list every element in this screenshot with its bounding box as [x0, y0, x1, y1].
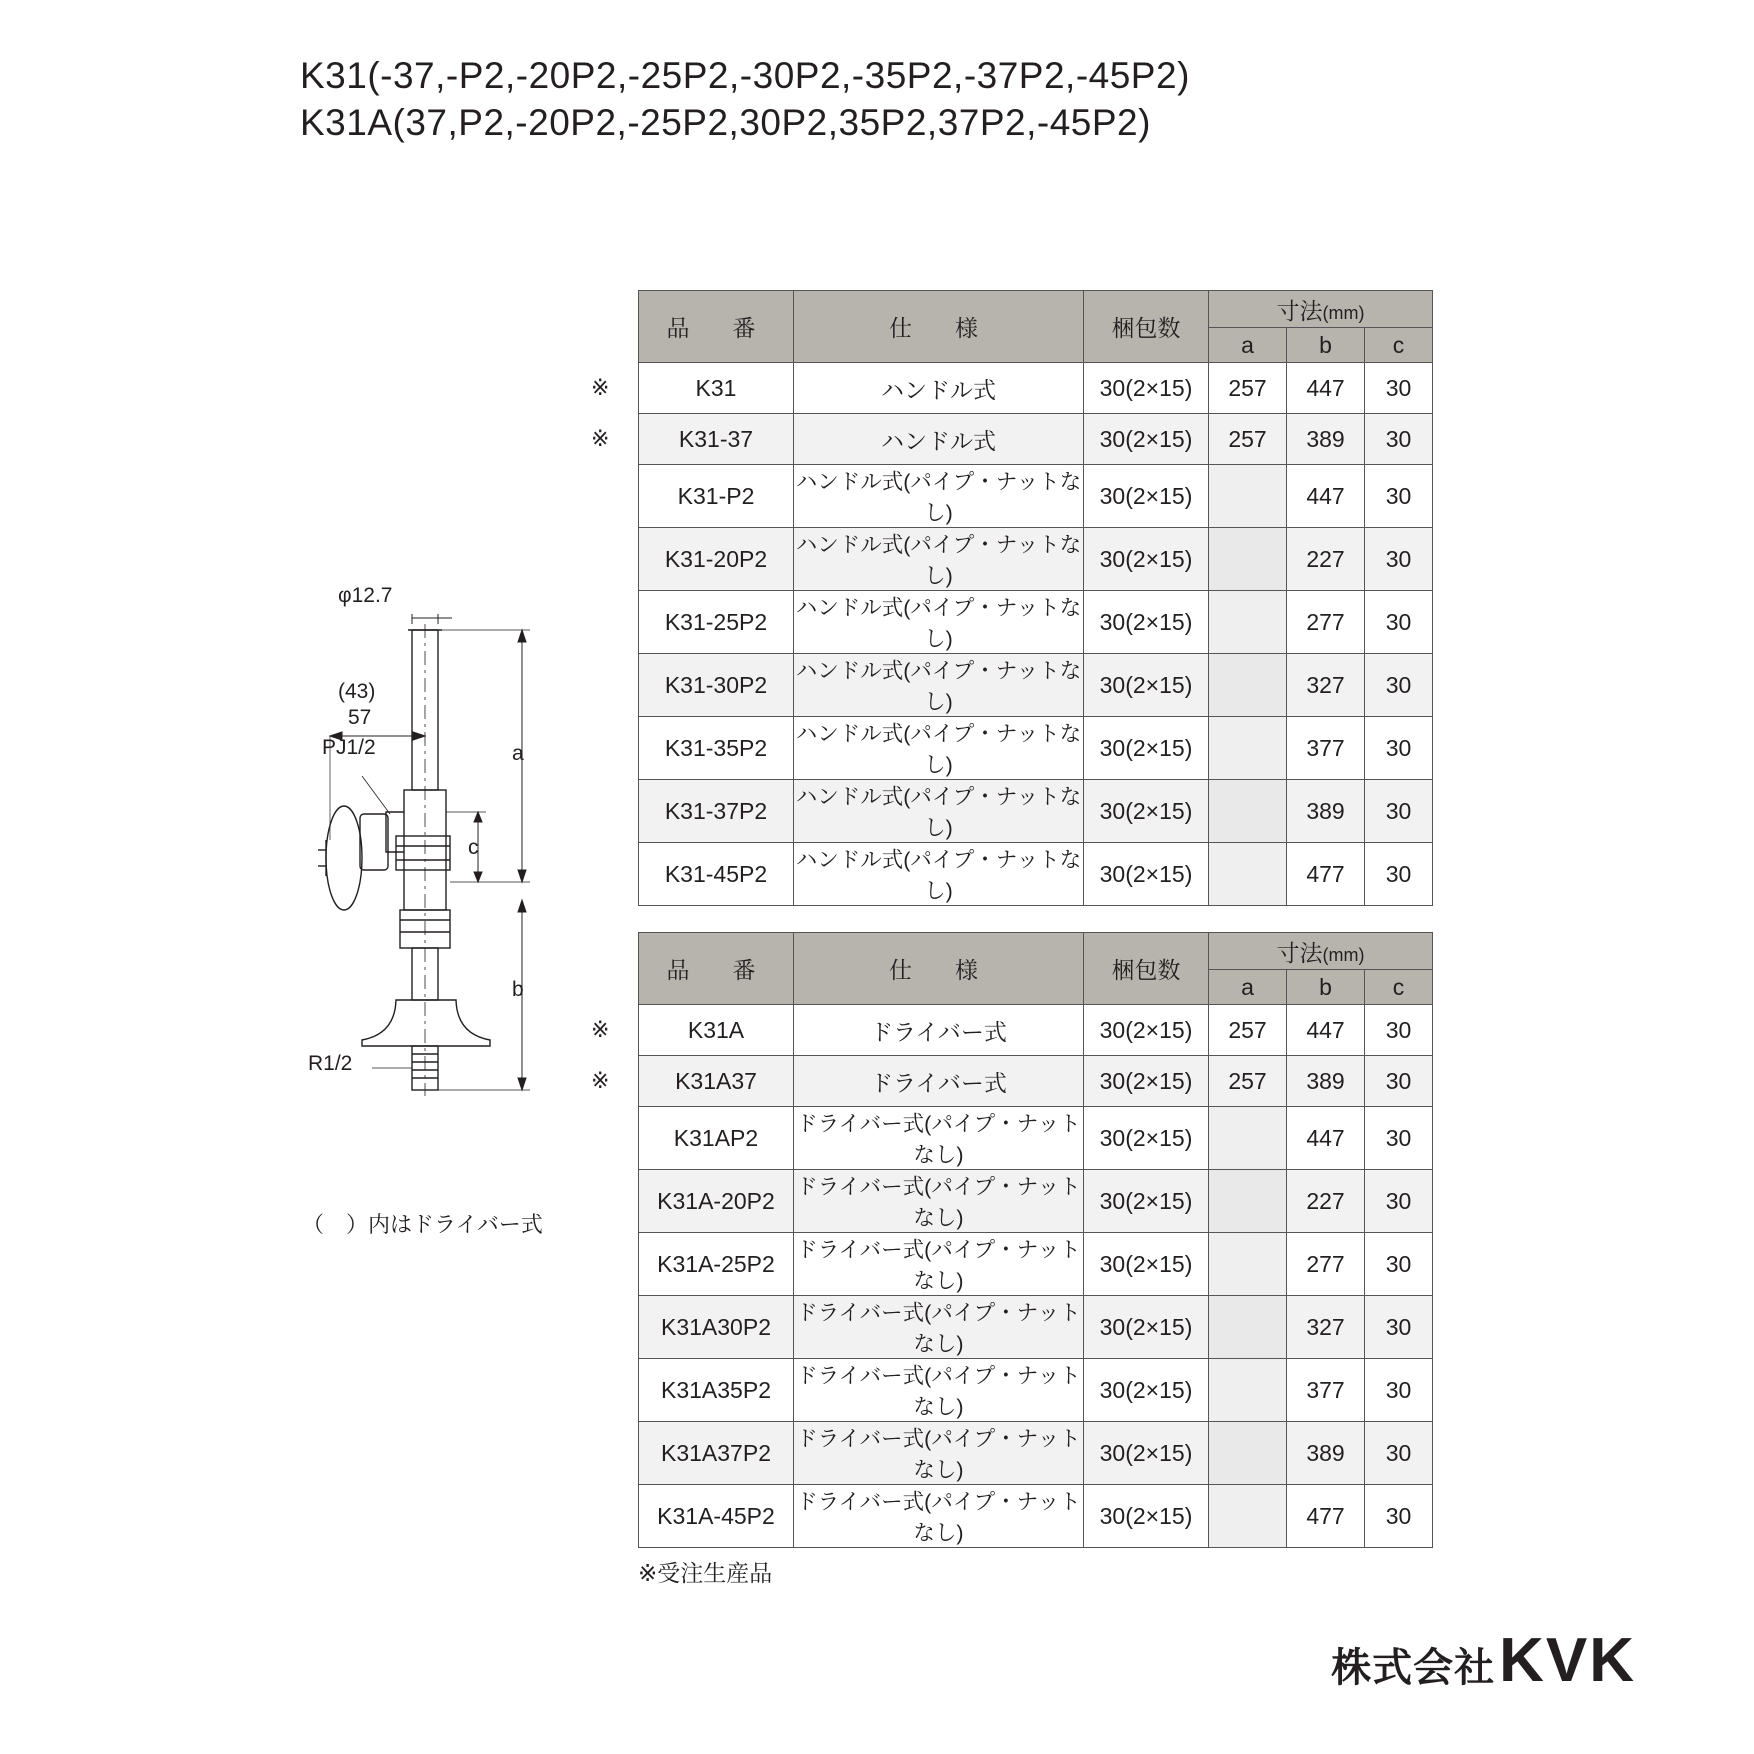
spec-table-handle [591, 290, 1433, 906]
cell-model: K31A-45P2 [639, 1485, 794, 1548]
label-dim-b: b [512, 978, 524, 1001]
made-to-order-mark: ※ [591, 374, 610, 400]
cell-pack: 30(2×15) [1084, 1170, 1209, 1233]
th-dim-b: b [1287, 328, 1365, 363]
table-row [639, 591, 1433, 654]
cell-dim-c: 30 [1365, 843, 1433, 906]
cell-spec: ハンドル式(パイプ・ナットなし) [794, 717, 1084, 780]
cell-dim-b: 389 [1287, 1422, 1365, 1485]
cell-dim-a [1209, 780, 1287, 843]
table-row [639, 1233, 1433, 1296]
cell-spec: ドライバー式(パイプ・ナットなし) [794, 1233, 1084, 1296]
cell-dim-b: 477 [1287, 1485, 1365, 1548]
cell-model: K31-45P2 [639, 843, 794, 906]
cell-spec: ドライバー式(パイプ・ナットなし) [794, 1422, 1084, 1485]
cell-pack: 30(2×15) [1084, 591, 1209, 654]
cell-dim-b: 389 [1287, 1056, 1365, 1107]
cell-pack: 30(2×15) [1084, 363, 1209, 414]
cell-pack: 30(2×15) [1084, 414, 1209, 465]
cell-dim-c: 30 [1365, 717, 1433, 780]
cell-dim-a [1209, 1422, 1287, 1485]
cell-dim-b: 227 [1287, 1170, 1365, 1233]
cell-spec: ドライバー式(パイプ・ナットなし) [794, 1107, 1084, 1170]
cell-dim-c: 30 [1365, 1359, 1433, 1422]
cell-model: K31-25P2 [639, 591, 794, 654]
label-dim-57: 57 [348, 706, 372, 729]
cell-dim-a [1209, 528, 1287, 591]
cell-dim-c: 30 [1365, 1485, 1433, 1548]
footnote: ※受注生産品 [638, 1560, 773, 1586]
cell-dim-c: 30 [1365, 1170, 1433, 1233]
label-thread-pj: PJ1/2 [322, 736, 376, 759]
cell-pack: 30(2×15) [1084, 1485, 1209, 1548]
cell-dim-b: 447 [1287, 363, 1365, 414]
cell-spec: ドライバー式(パイプ・ナットなし) [794, 1485, 1084, 1548]
cell-model: K31AP2 [639, 1107, 794, 1170]
spec-table-driver [591, 932, 1433, 1548]
cell-dim-c: 30 [1365, 1422, 1433, 1485]
cell-spec: ハンドル式(パイプ・ナットなし) [794, 465, 1084, 528]
cell-spec: ドライバー式(パイプ・ナットなし) [794, 1359, 1084, 1422]
cell-model: K31A35P2 [639, 1359, 794, 1422]
cell-spec: ハンドル式(パイプ・ナットなし) [794, 843, 1084, 906]
cell-dim-c: 30 [1365, 1233, 1433, 1296]
label-dim-a: a [512, 742, 524, 765]
cell-dim-b: 327 [1287, 654, 1365, 717]
th-model: 品 番 [639, 291, 794, 363]
cell-dim-a [1209, 591, 1287, 654]
spec-table-driver-body [591, 1005, 1433, 1548]
cell-dim-c: 30 [1365, 1005, 1433, 1056]
cell-dim-a [1209, 1359, 1287, 1422]
th-dimensions [1209, 933, 1433, 970]
th-dim-a: a [1209, 328, 1287, 363]
cell-model: K31A-20P2 [639, 1170, 794, 1233]
cell-model: K31-20P2 [639, 528, 794, 591]
table-row [639, 654, 1433, 717]
cell-pack: 30(2×15) [1084, 528, 1209, 591]
cell-dim-a [1209, 654, 1287, 717]
cell-pack: 30(2×15) [1084, 780, 1209, 843]
cell-dim-a [1209, 1485, 1287, 1548]
cell-dim-c: 30 [1365, 1296, 1433, 1359]
cell-pack: 30(2×15) [1084, 1296, 1209, 1359]
cell-pack: 30(2×15) [1084, 654, 1209, 717]
th-dim-c: c [1365, 970, 1433, 1005]
table-row [639, 1170, 1433, 1233]
cell-pack: 30(2×15) [1084, 717, 1209, 780]
label-diameter: φ12.7 [338, 584, 393, 607]
cell-dim-a: 257 [1209, 414, 1287, 465]
table-row [639, 1296, 1433, 1359]
th-spec: 仕 様 [794, 933, 1084, 1005]
th-pack: 梱包数 [1084, 933, 1209, 1005]
table-row [639, 1107, 1433, 1170]
cell-dim-a: 257 [1209, 1056, 1287, 1107]
th-spec: 仕 様 [794, 291, 1084, 363]
cell-model: K31 ※ [639, 363, 794, 414]
th-dim-a: a [1209, 970, 1287, 1005]
table-row [639, 843, 1433, 906]
cell-pack: 30(2×15) [1084, 1005, 1209, 1056]
cell-dim-b: 447 [1287, 1107, 1365, 1170]
spec-table-handle-wrap [591, 290, 1433, 906]
table-row [639, 1359, 1433, 1422]
cell-dim-b: 227 [1287, 528, 1365, 591]
cell-spec: ハンドル式(パイプ・ナットなし) [794, 528, 1084, 591]
made-to-order-mark: ※ [591, 1067, 610, 1093]
th-dimensions-unit: (mm) [1322, 944, 1365, 965]
table-row [639, 780, 1433, 843]
cell-dim-b: 477 [1287, 843, 1365, 906]
cell-pack: 30(2×15) [1084, 1359, 1209, 1422]
table-row [639, 1056, 1433, 1107]
th-dim-c: c [1365, 328, 1433, 363]
label-paren-43: (43) [338, 680, 376, 703]
cell-model: K31-37 ※ [639, 414, 794, 465]
cell-pack: 30(2×15) [1084, 1233, 1209, 1296]
th-dim-b: b [1287, 970, 1365, 1005]
cell-spec: ハンドル式 [794, 363, 1084, 414]
cell-dim-a [1209, 465, 1287, 528]
cell-pack: 30(2×15) [1084, 1056, 1209, 1107]
cell-pack: 30(2×15) [1084, 465, 1209, 528]
cell-model: K31A ※ [639, 1005, 794, 1056]
label-thread-r: R1/2 [308, 1052, 353, 1075]
cell-dim-b: 377 [1287, 717, 1365, 780]
cell-dim-a [1209, 843, 1287, 906]
cell-dim-b: 447 [1287, 1005, 1365, 1056]
table-row [639, 1422, 1433, 1485]
cell-dim-c: 30 [1365, 363, 1433, 414]
table-row [639, 1485, 1433, 1548]
title-line-2: K31A(37,P2,-20P2,-25P2,30P2,35P2,37P2,-45P2) [300, 102, 1151, 144]
th-pack: 梱包数 [1084, 291, 1209, 363]
cell-dim-b: 389 [1287, 780, 1365, 843]
table-row [639, 528, 1433, 591]
table-row [639, 363, 1433, 414]
spec-table-driver-wrap [591, 932, 1433, 1548]
cell-dim-c: 30 [1365, 1107, 1433, 1170]
table-row [639, 717, 1433, 780]
drawing-note: （ ）内はドライバー式 [302, 1212, 543, 1237]
cell-dim-a [1209, 1296, 1287, 1359]
cell-dim-c: 30 [1365, 465, 1433, 528]
cell-model: K31A-25P2 [639, 1233, 794, 1296]
th-dimensions-text: 寸法 [1276, 939, 1323, 966]
table-row [639, 414, 1433, 465]
cell-dim-c: 30 [1365, 780, 1433, 843]
cell-model: K31-35P2 [639, 717, 794, 780]
cell-dim-c: 30 [1365, 528, 1433, 591]
cell-dim-a [1209, 717, 1287, 780]
cell-model: K31A37 ※ [639, 1056, 794, 1107]
th-dimensions-text: 寸法 [1276, 297, 1323, 324]
cell-dim-c: 30 [1365, 414, 1433, 465]
th-dimensions-unit: (mm) [1322, 302, 1365, 323]
cell-model: K31-P2 [639, 465, 794, 528]
cell-dim-a [1209, 1170, 1287, 1233]
made-to-order-mark: ※ [591, 425, 610, 451]
th-dimensions [1209, 291, 1433, 328]
th-model: 品 番 [639, 933, 794, 1005]
cell-dim-b: 447 [1287, 465, 1365, 528]
company-logo [1331, 1625, 1636, 1696]
spec-table-handle-body [591, 363, 1433, 906]
cell-spec: ハンドル式 [794, 414, 1084, 465]
cell-dim-b: 277 [1287, 591, 1365, 654]
label-dim-c: c [468, 836, 479, 859]
table-row [639, 1005, 1433, 1056]
cell-model: K31-37P2 [639, 780, 794, 843]
cell-model: K31A37P2 [639, 1422, 794, 1485]
cell-dim-a [1209, 1107, 1287, 1170]
cell-pack: 30(2×15) [1084, 843, 1209, 906]
page-title [300, 52, 1190, 147]
cell-dim-b: 327 [1287, 1296, 1365, 1359]
cell-spec: ドライバー式 [794, 1056, 1084, 1107]
cell-spec: ドライバー式(パイプ・ナットなし) [794, 1296, 1084, 1359]
product-drawing [300, 584, 630, 1220]
title-line-1: K31(-37,-P2,-20P2,-25P2,-30P2,-35P2,-37P2,-45P2) [300, 55, 1190, 96]
cell-dim-b: 277 [1287, 1233, 1365, 1296]
cell-dim-b: 389 [1287, 414, 1365, 465]
cell-model: K31A30P2 [639, 1296, 794, 1359]
cell-dim-a [1209, 1233, 1287, 1296]
cell-spec: ハンドル式(パイプ・ナットなし) [794, 654, 1084, 717]
cell-pack: 30(2×15) [1084, 1107, 1209, 1170]
logo-brand-text: KVK [1499, 1626, 1636, 1695]
cell-dim-c: 30 [1365, 591, 1433, 654]
cell-dim-c: 30 [1365, 1056, 1433, 1107]
cell-spec: ドライバー式(パイプ・ナットなし) [794, 1170, 1084, 1233]
cell-pack: 30(2×15) [1084, 1422, 1209, 1485]
cell-spec: ドライバー式 [794, 1005, 1084, 1056]
made-to-order-mark: ※ [591, 1016, 610, 1042]
cell-dim-b: 377 [1287, 1359, 1365, 1422]
cell-spec: ハンドル式(パイプ・ナットなし) [794, 780, 1084, 843]
cell-model: K31-30P2 [639, 654, 794, 717]
cell-spec: ハンドル式(パイプ・ナットなし) [794, 591, 1084, 654]
cell-dim-c: 30 [1365, 654, 1433, 717]
cell-dim-a: 257 [1209, 363, 1287, 414]
table-row [639, 465, 1433, 528]
logo-corp-text: 株式会社 [1331, 1646, 1496, 1690]
cell-dim-a: 257 [1209, 1005, 1287, 1056]
